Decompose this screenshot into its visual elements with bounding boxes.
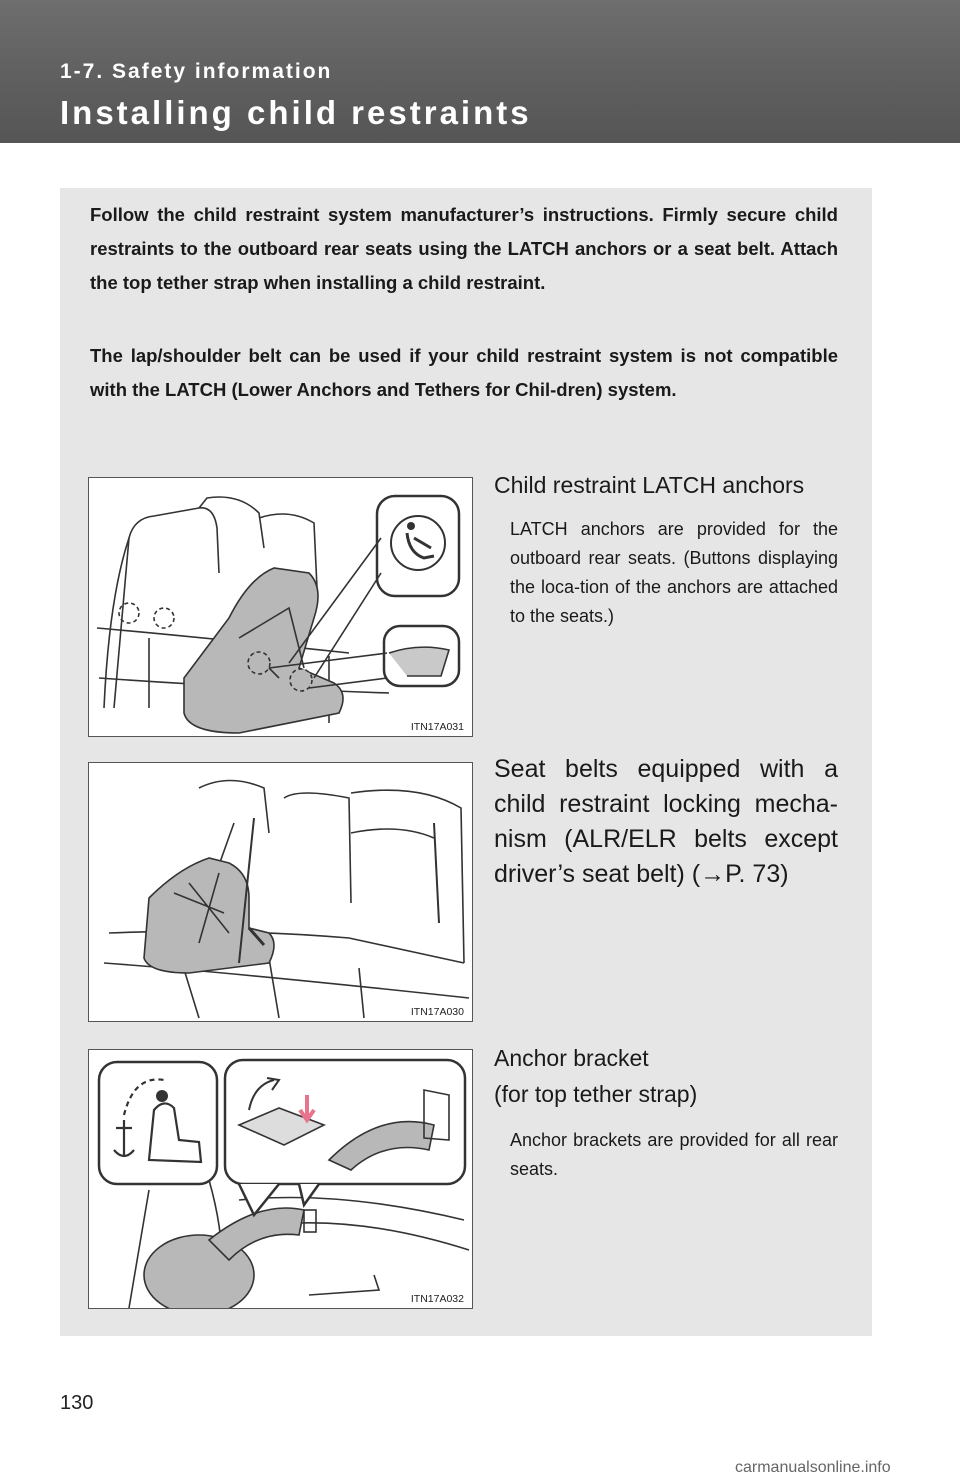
page-number: 130 bbox=[60, 1392, 94, 1414]
page-header bbox=[0, 0, 960, 143]
page-title: Installing child restraints bbox=[60, 94, 532, 131]
figure-code: ITN17A030 bbox=[410, 1006, 464, 1018]
intro-paragraph-2: The lap/shoulder belt can be used if your child restraint system is not compatible with the LATCH (Lower Anchors and Tethers for Chil-dren) system. bbox=[90, 345, 838, 400]
watermark: carmanualsonline.info bbox=[735, 1459, 891, 1476]
anchor-bracket-heading bbox=[494, 1040, 838, 1112]
anchor-bracket-text: Anchor brackets are provided for all rear seats. bbox=[510, 1130, 838, 1179]
intro-paragraph-1: Follow the child restraint system manufacturer’s instructions. Firmly secure child restraints to the outboard rear seats using the LATCH anchors or a seat belt. Attach the top tether strap when installing a child restraint. bbox=[90, 204, 838, 293]
anchor-bracket-heading-line1: Anchor bracket bbox=[494, 1045, 649, 1071]
figure-code: ITN17A031 bbox=[410, 721, 464, 733]
figure-code: ITN17A032 bbox=[410, 1293, 464, 1305]
seat-belts-heading: Seat belts equipped with a child restraint locking mecha-nism (ALR/ELR belts except driver’s seat belt) (→P. 73) bbox=[494, 755, 838, 888]
seat-belts-illustration bbox=[88, 762, 473, 1022]
anchor-bracket-illustration bbox=[88, 1049, 473, 1309]
latch-anchors-heading: Child restraint LATCH anchors bbox=[494, 472, 805, 498]
section-label: 1-7. Safety information bbox=[60, 60, 333, 83]
latch-anchors-illustration bbox=[88, 477, 473, 737]
anchor-bracket-heading-line2: (for top tether strap) bbox=[494, 1081, 698, 1107]
latch-anchors-text: LATCH anchors are provided for the outboard rear seats. (Buttons displaying the loca-tion of the anchors are attached to the seats.) bbox=[510, 519, 838, 626]
